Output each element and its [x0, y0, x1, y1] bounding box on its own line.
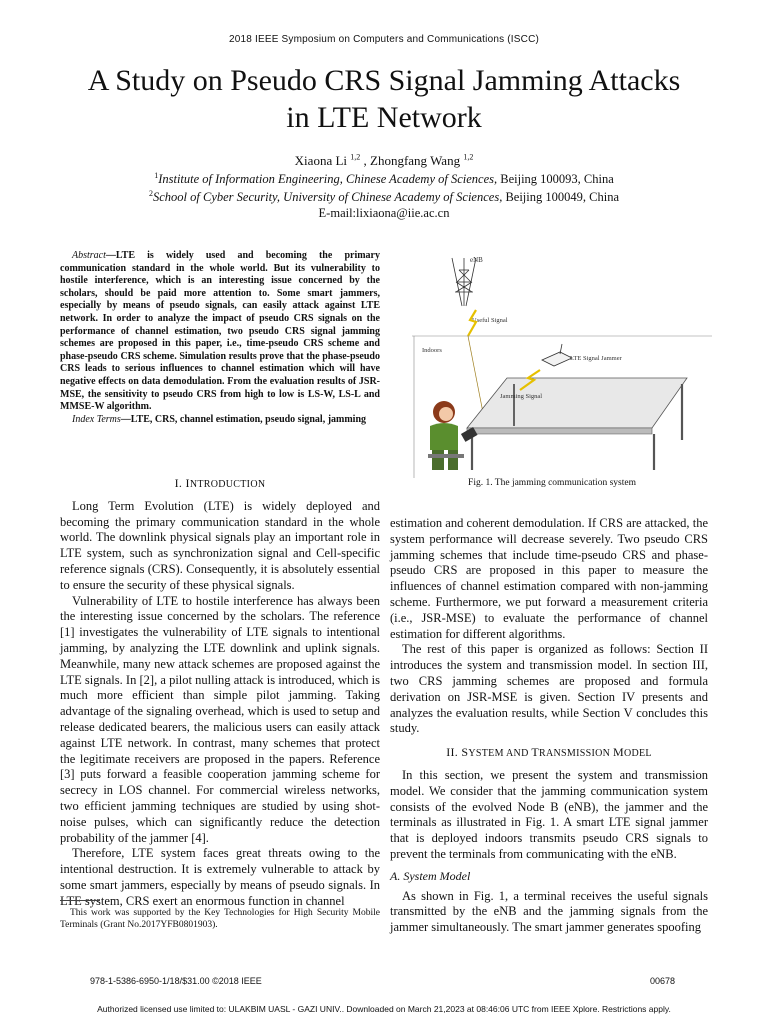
table-icon: [467, 378, 687, 470]
title-line-2: in LTE Network: [286, 101, 482, 134]
author-name: Xiaona Li: [294, 153, 348, 168]
section-heading-introduction: [60, 476, 380, 493]
conference-header: 2018 IEEE Symposium on Computers and Communications (ISCC): [228, 34, 540, 45]
right-column: [390, 516, 708, 936]
label-useful-signal: Useful Signal: [472, 317, 508, 324]
label-jamming-signal: Jamming Signal: [500, 393, 543, 400]
footer-isbn: 978-1-5386-6950-1/18/$31.00 ©2018 IEEE: [90, 976, 262, 986]
figure-1: [392, 248, 712, 503]
section-title-rest: ODEL: [623, 748, 652, 760]
section-title-cap: M: [612, 745, 624, 760]
abstract-text: —LTE is widely used and becoming the primary communication standard in the whole world. But its vulnerability to hostile interference, which is an interesting issue concerned by the scholars, should be paid more attention to. Some smart jammers, especially by means of pseudo signals, can easily attack against LTE network. In order to analyze the impact of pseudo CRS signals on the performance of channel estimation, two pseudo CRS signal jamming schemes are proposed in this paper, i.e., time-pseudo CRS scheme and phase-pseudo CRS scheme. Simulation results prove that the phase-pseudo CRS leads to serious influences to channel estimation which will have negative effects on data demodulation. From the evaluation results of JSR-MSE, the sensitivity to pseudo CRS from high to low is LS-W, LS-L and MMSE-W algorithm.: [60, 250, 380, 413]
paragraph: In this section, we present the system and transmission model. We consider that the jamming communication system consists of the evolved Node B (eNB), the jammer and the terminals as illustrated in Fig. 1. A smart LTE signal jammer that is deployed indoors transmits pseudo CRS signals to prevent the terminals from communicating with the eNB.: [390, 767, 708, 861]
license-notice: Authorized licensed use limited to: ULAKBIM UASL - GAZI UNIV.. Downloaded on March 21,2023 at 08:46:06 UTC from IEEE Xplore. Restrictions apply.: [97, 1004, 671, 1014]
person-with-phone-icon: [428, 401, 478, 470]
institution: Institute of Information Engineering, Chinese Academy of Sciences,: [158, 172, 498, 186]
label-enb: eNB: [470, 256, 483, 264]
author-separator: ,: [360, 153, 371, 168]
section-title-cap: S: [461, 745, 469, 760]
page-number: 00678: [650, 976, 676, 986]
location: Beijing 100093, China: [497, 172, 614, 186]
affiliation-marker: 1: [154, 170, 159, 180]
author-name: Zhongfang Wang: [370, 153, 461, 168]
section-title-cap: I: [185, 476, 190, 490]
label-indoors: Indoors: [422, 347, 442, 354]
section-title-rest: YSTEM AND: [468, 748, 532, 760]
paragraph: Vulnerability of LTE to hostile interference has always been the interesting issue concerned by the scholars. The reference [1] investigates the vulnerability of LTE signals to intentional jamming, by analyzing the LTE downlink and uplink signals. Meanwhile, many new attack schemes are proposed against the LTE signals. In [2], a pilot nulling attack is introduced, which is much more efficient than simple pilot jamming. Taking advantage of the signaling overhead, which is used to setup and release dedicated bearers, the malicious users can easily attack against LTE network. In contrast, many schemes that protect the legitimate receivers are proposed in the papers. Reference [3] puts forward a feasible cooperation jamming scheme for secrecy in LOS channel. For commercial wireless networks, two efficient jamming techniques are studied by using shot-noise pulses, which can significantly reduce the detection probability of the jammer [4].: [60, 593, 380, 845]
footnote: This work was supported by the Key Technologies for High Security Mobile Terminals (Grant No.2017YFB0801903).: [60, 908, 380, 930]
author-affiliation-marker: 1,2: [350, 152, 361, 162]
title-line-1: A Study on Pseudo CRS Signal Jamming Attacks: [87, 64, 681, 97]
institution: School of Cyber Security, University of Chinese Academy of Sciences,: [152, 190, 503, 204]
location: Beijing 100049, China: [502, 190, 619, 204]
paper-title: [40, 62, 728, 136]
section-number: I.: [174, 476, 183, 490]
author-list: [0, 153, 768, 169]
index-terms-lead: Index Terms: [72, 413, 121, 425]
affiliation-1: [0, 171, 768, 187]
enb-tower-icon: [452, 258, 476, 306]
subsection-heading: A. System Model: [390, 868, 471, 883]
abstract-lead: Abstract: [72, 250, 106, 261]
paragraph: As shown in Fig. 1, a terminal receives the useful signals transmitted by the eNB and the jamming signals from the jammer simultaneously. The smart jammer generates spoofing: [390, 888, 708, 935]
section-number: II.: [446, 745, 459, 760]
author-affiliation-marker: 1,2: [463, 152, 474, 162]
section-title-rest: NTRODUCTION: [189, 479, 266, 490]
paragraph: estimation and coherent demodulation. If CRS are attacked, the system performance will decrease severely. Two pseudo CRS jamming schemes that include time-pseudo CRS and phase-pseudo CRS are proposed in this paper to measure the influences of channel estimation compared with non-jamming scheme. Furthermore, we put forward a measurement criteria (i.e., JSR-MSE) to evaluate the performance of channel estimation for different algorithms.: [390, 516, 708, 641]
affiliation-2: [0, 189, 768, 205]
label-jammer: LTE Signal Jammer: [570, 355, 622, 362]
index-terms-text: —LTE, CRS, channel estimation, pseudo signal, jamming: [120, 413, 367, 425]
figure-caption: Fig. 1. The jamming communication system: [468, 478, 636, 488]
footnote-rule: [60, 900, 100, 901]
jammer-device-icon: [542, 344, 572, 366]
section-heading-system-model: [390, 745, 708, 762]
affiliation-marker: 2: [148, 188, 153, 198]
figure-illustration: [392, 248, 712, 478]
paragraph: Long Term Evolution (LTE) is widely deployed and becoming the primary communication standard in the whole world. The downlink physical signals play an important role in LTE system, such as synchronization signal and Cell-specific reference signals (CRS). Consequently, it is absolutely essential to ensure the security of these physical signals.: [60, 498, 380, 592]
paragraph: Therefore, LTE system faces great threats owing to the intentional destruction. It is extremely vulnerable to attack by some smart jammers, especially by means of pseudo signals. In LTE system, CRS exert an enormous function in channel: [60, 846, 380, 908]
left-column: [60, 468, 380, 910]
footnote-area: [60, 900, 380, 931]
section-title-rest: RANSMISSION: [539, 748, 613, 760]
section-title-cap: T: [531, 745, 540, 760]
author-email: E-mail:lixiaona@iie.ac.cn: [318, 206, 450, 220]
abstract: [60, 250, 380, 426]
paragraph: The rest of this paper is organized as follows: Section II introduces the system and transmission model. In section III, two CRS jamming schemes are proposed and formula derivation on JSR-MSE is given. Section IV presents and analyzes the evaluation results, while Section V concludes this study.: [390, 642, 708, 736]
